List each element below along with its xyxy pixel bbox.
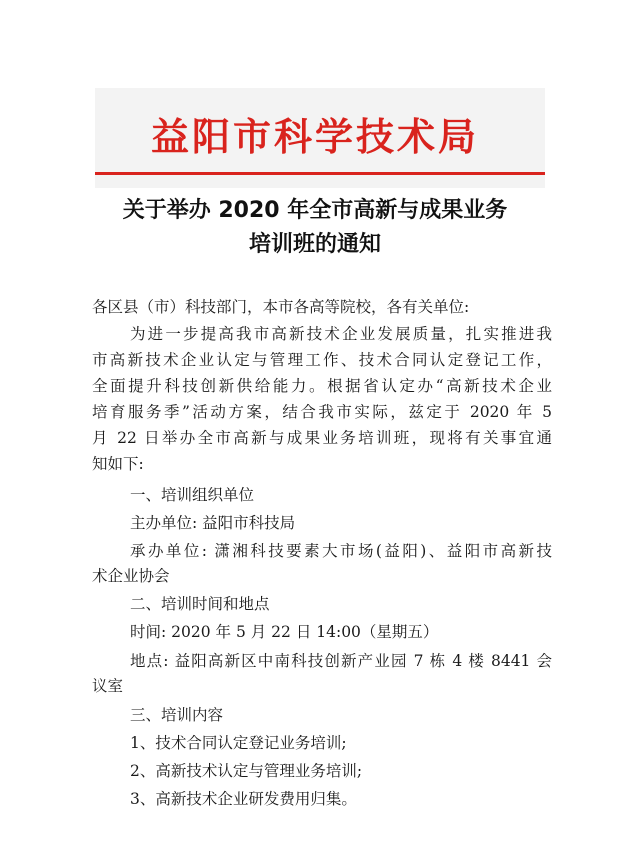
intro-line-3: 全面提升科技创新供给能力。根据省认定办“高新技术企业 <box>92 377 552 395</box>
section-3-heading: 三、培训内容 <box>130 706 224 724</box>
section-2-heading: 二、培训时间和地点 <box>130 595 270 613</box>
intro-line-4: 培育服务季”活动方案，结合我市实际，兹定于 2020 年 5 <box>92 403 552 421</box>
training-location-line-2: 议室 <box>92 677 124 695</box>
organizer-unit-line-2: 术企业协会 <box>92 567 170 585</box>
section-1-heading: 一、培训组织单位 <box>130 486 255 504</box>
salutation: 各区县（市）科技部门，本市各高等院校，各有关单位: <box>92 298 470 316</box>
notice-title-line-2: 培训班的通知 <box>248 232 381 257</box>
intro-line-1: 为进一步提高我市高新技术企业发展质量，扎实推进我 <box>130 325 552 343</box>
notice-title-line-1: 关于举办 2020 年全市高新与成果业务 <box>122 198 508 223</box>
content-item-1: 1、技术合同认定登记业务培训; <box>130 734 347 752</box>
intro-line-6: 知如下: <box>92 455 144 473</box>
content-item-2: 2、高新技术认定与管理业务培训; <box>130 762 363 780</box>
letterhead-org-name: 益阳市科学技术局 <box>150 114 479 159</box>
intro-line-5: 月 22 日举办全市高新与成果业务培训班，现将有关事宜通 <box>92 429 552 447</box>
host-unit: 主办单位: 益阳市科技局 <box>130 514 296 532</box>
intro-line-2: 市高新技术企业认定与管理工作、技术合同认定登记工作， <box>92 351 552 369</box>
training-time: 时间: 2020 年 5 月 22 日 14:00（星期五） <box>130 623 439 641</box>
letterhead-red-rule <box>95 172 545 175</box>
organizer-unit-line-1: 承办单位: 潇湘科技要素大市场(益阳)、益阳市高新技 <box>130 542 552 560</box>
training-location-line-1: 地点: 益阳高新区中南科技创新产业园 7 栋 4 楼 8441 会 <box>130 652 552 670</box>
content-item-3: 3、高新技术企业研发费用归集。 <box>130 790 357 808</box>
